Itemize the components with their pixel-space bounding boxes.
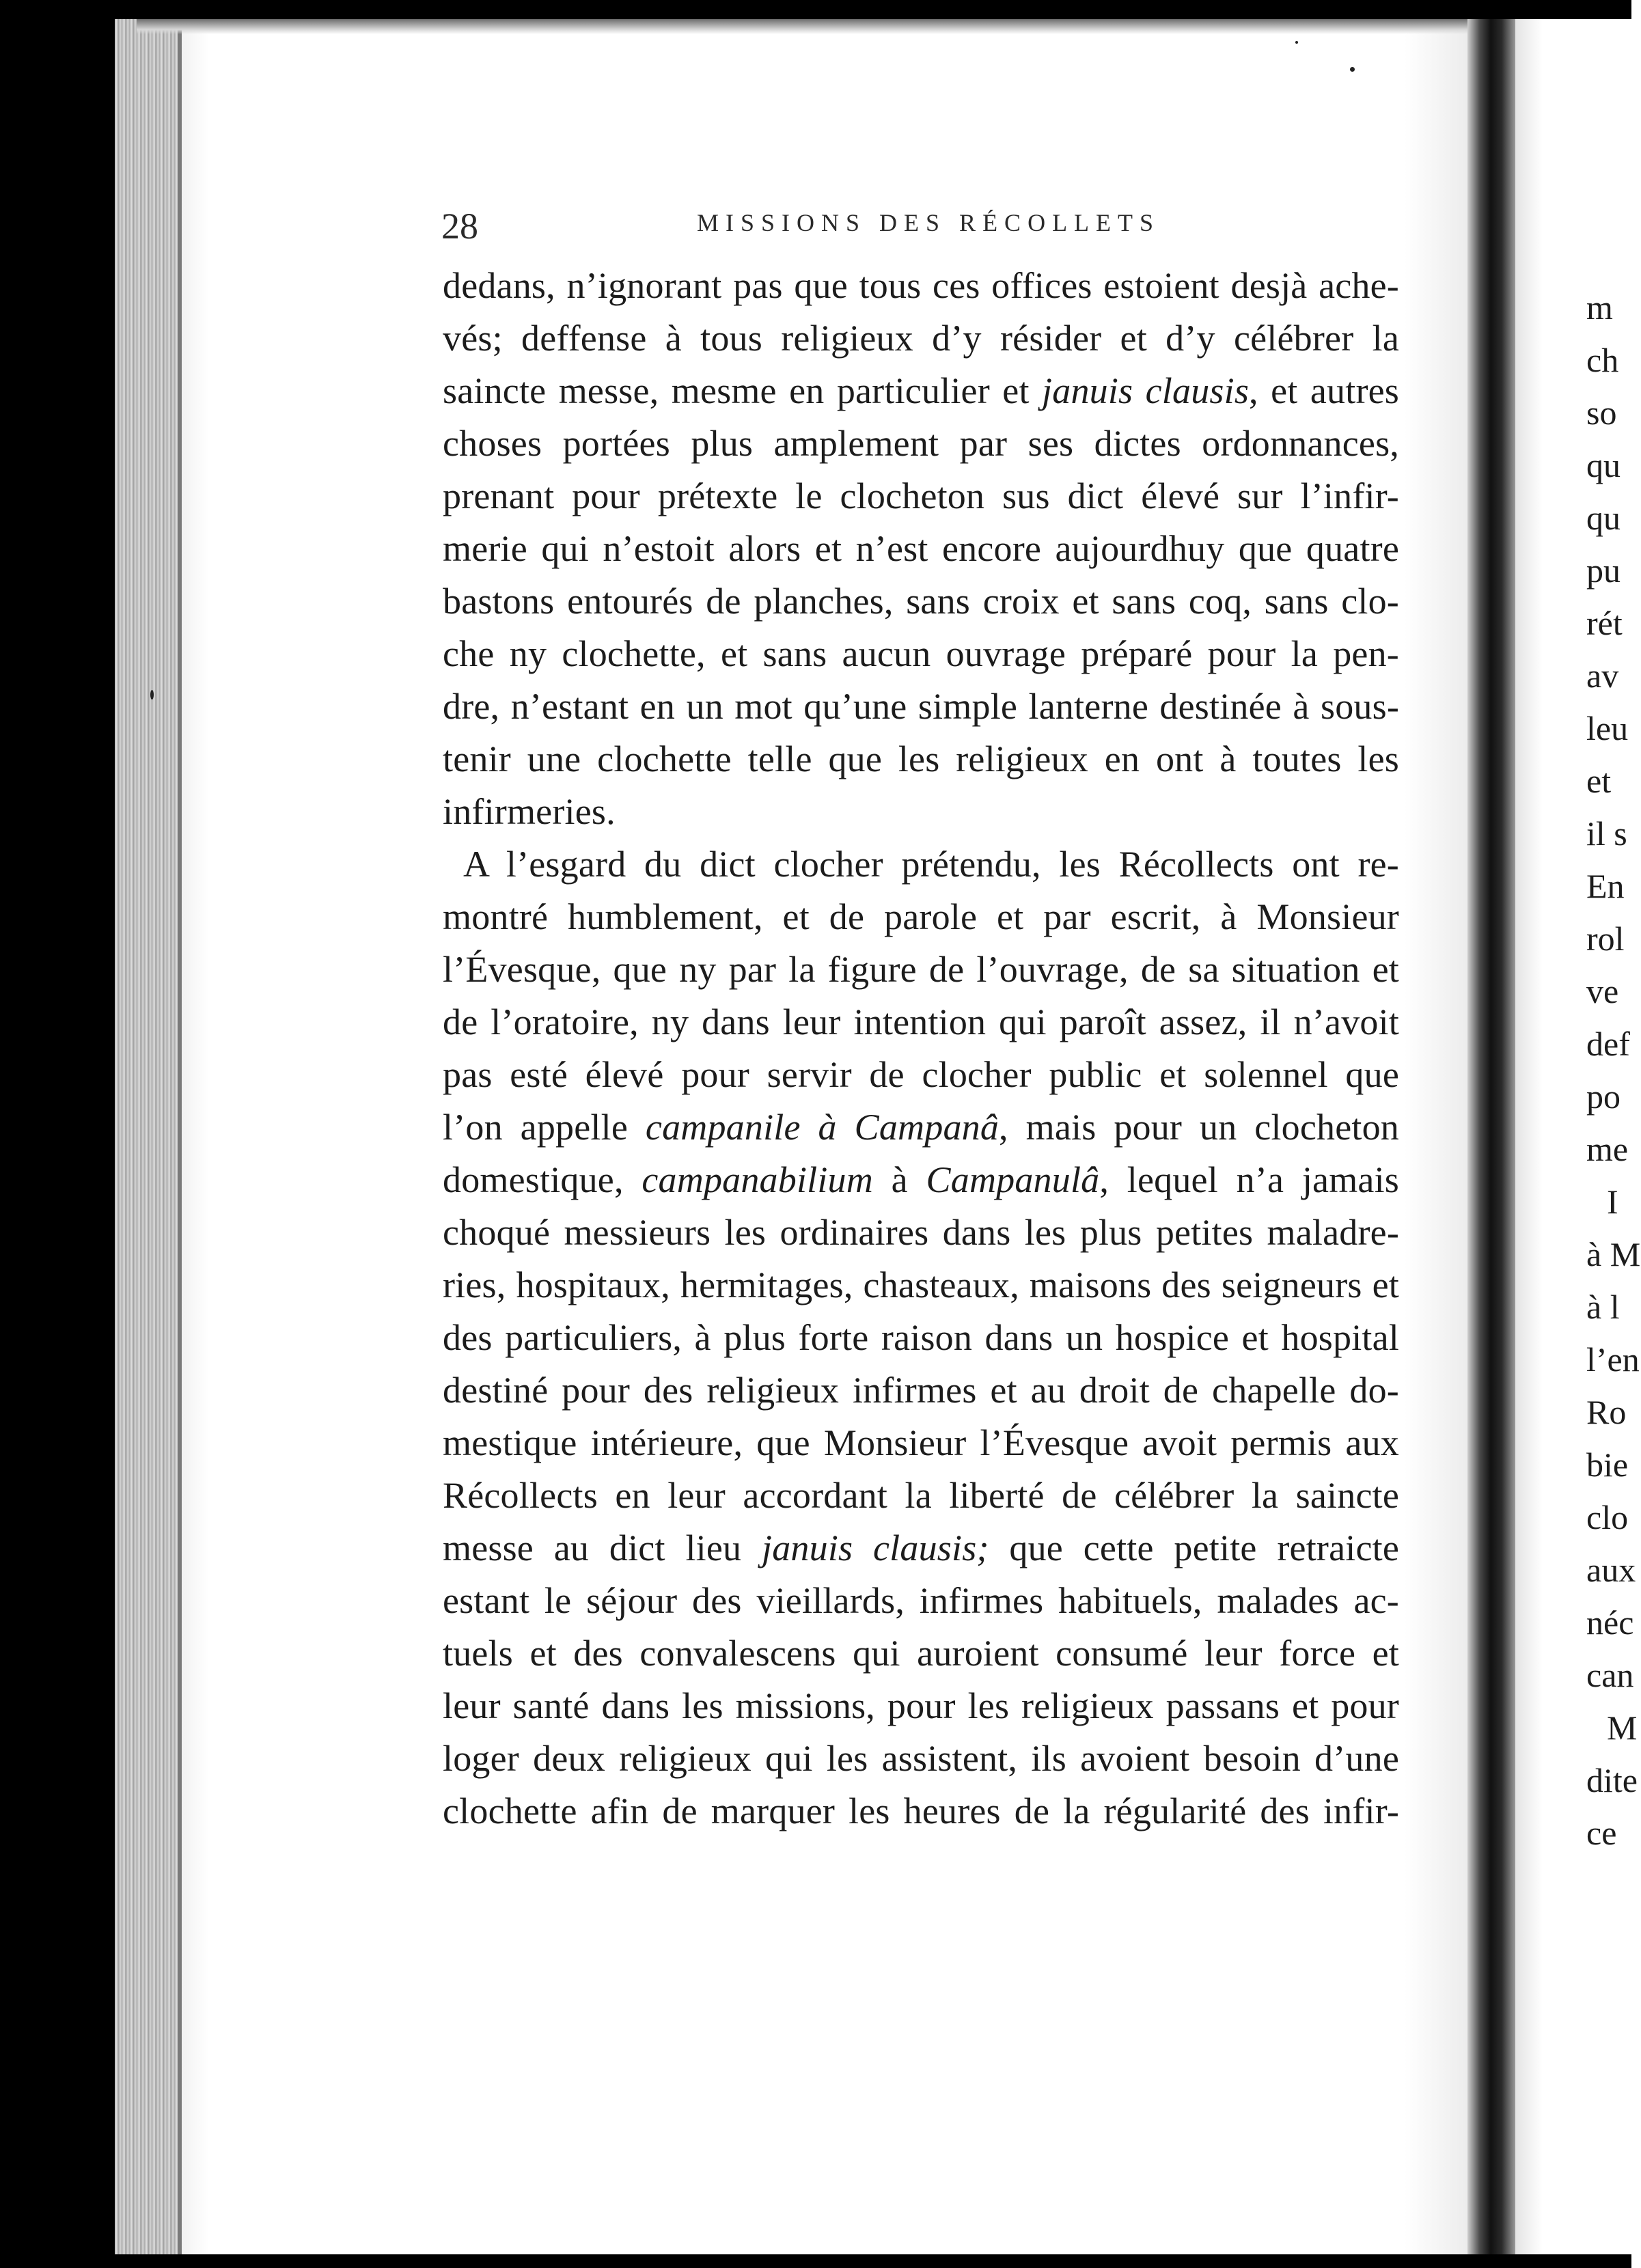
text-line: leur santé dans les missions, pour les religieux passans et pour xyxy=(443,1685,1399,1726)
fragment: leu xyxy=(1586,709,1629,747)
text-line xyxy=(443,1101,1399,1154)
fragment: I xyxy=(1607,1183,1618,1221)
fragment: à M xyxy=(1586,1235,1641,1273)
text-run: messe au dict lieu xyxy=(443,1527,742,1568)
fragment: pu xyxy=(1586,551,1621,590)
text-line: ries, hospitaux, hermitages, chasteaux, maisons des seigneurs et xyxy=(443,1264,1399,1305)
fragment: M xyxy=(1607,1709,1638,1747)
fragment: rol xyxy=(1586,919,1625,958)
text-run: à xyxy=(872,1159,926,1200)
italic-run: Campanulâ xyxy=(926,1159,1100,1200)
text-line: tenir une clochette telle que les religieux en ont à toutes les xyxy=(443,738,1399,779)
text-line: infirmeries. xyxy=(443,791,616,832)
fragment: av xyxy=(1586,656,1619,695)
text-line: dedans, n’ignorant pas que tous ces offices estoient desjà ache- xyxy=(443,265,1399,306)
text-line: merie qui n’estoit alors et n’est encore aujourdhuy que quatre xyxy=(443,528,1399,569)
top-shadow xyxy=(137,19,1469,34)
italic-run: januis clausis; xyxy=(762,1527,989,1568)
text-line: loger deux religieux qui les assistent, ils avoient besoin d’une xyxy=(443,1738,1399,1779)
text-line: dre, n’estant en un mot qu’une simple lanterne destinée à sous- xyxy=(443,686,1399,727)
body-text xyxy=(443,260,1399,1838)
text-line: des particuliers, à plus forte raison dans un hospice et hospital xyxy=(443,1317,1399,1358)
fragment: clo xyxy=(1586,1498,1629,1536)
fragment: dite xyxy=(1586,1761,1638,1799)
text-run: l’on appelle xyxy=(443,1107,628,1148)
page-number: 28 xyxy=(441,206,478,247)
text-line: de l’oratoire, ny dans leur intention qui paroît assez, il n’avoit xyxy=(443,1001,1399,1042)
fragment: Ro xyxy=(1586,1393,1627,1431)
text-line: clochette afin de marquer les heures de la régularité des infir- xyxy=(443,1790,1399,1831)
text-line: pas esté élevé pour servir de clocher public et solennel que xyxy=(443,1054,1399,1095)
fragment: aux xyxy=(1586,1551,1636,1589)
fragment: so xyxy=(1586,393,1617,432)
fragment: m xyxy=(1586,288,1613,327)
text-run: , mais pour un clocheton xyxy=(999,1107,1400,1148)
text-line: mestique intérieure, que Monsieur l’Évesque avoit permis aux xyxy=(443,1422,1399,1463)
fragment: il s xyxy=(1586,814,1627,853)
dust-speck xyxy=(150,690,154,700)
fragment: can xyxy=(1586,1656,1634,1694)
fragment: néc xyxy=(1586,1603,1634,1642)
text-run: domestique, xyxy=(443,1159,624,1200)
fragment: bie xyxy=(1586,1446,1629,1484)
text-line: destiné pour des religieux infirmes et au droit de chapelle do- xyxy=(443,1370,1399,1411)
italic-run: januis clausis xyxy=(1042,370,1250,411)
italic-run: campanile à Campanâ xyxy=(645,1107,999,1148)
fragment: l’en xyxy=(1586,1340,1640,1379)
text-run: saincte messe, mesme en particulier et xyxy=(443,370,1030,411)
fragment: po xyxy=(1586,1077,1621,1116)
fragment: me xyxy=(1586,1130,1629,1168)
text-line: estant le séjour des vieillards, infirmes habituels, malades ac- xyxy=(443,1580,1399,1621)
text-line: Récollects en leur accordant la liberté de célébrer la saincte xyxy=(443,1475,1399,1516)
fragment: En xyxy=(1586,867,1625,905)
fragment: ve xyxy=(1586,972,1619,1010)
fragment: et xyxy=(1586,762,1612,800)
text-run: , et autres xyxy=(1249,370,1400,411)
dust-speck xyxy=(1295,41,1298,44)
fragment: def xyxy=(1586,1025,1630,1063)
book-gutter xyxy=(1467,19,1515,2254)
facing-page-fragments xyxy=(1586,281,1641,1859)
scan-border-left xyxy=(0,0,115,2268)
text-line xyxy=(443,365,1399,417)
fragment: rét xyxy=(1586,604,1623,642)
fragment: ce xyxy=(1586,1814,1617,1852)
fragment: qu xyxy=(1586,499,1621,537)
page-stack-edges xyxy=(115,19,178,2254)
text-line: prenant pour prétexte le clocheton sus dict élevé sur l’infir- xyxy=(443,475,1399,516)
fragment: à l xyxy=(1586,1288,1620,1326)
scan-border-top xyxy=(0,0,1631,19)
text-line xyxy=(443,1522,1399,1575)
text-line: vés; deffense à tous religieux d’y résider et d’y célébrer la xyxy=(443,318,1399,359)
text-run: que cette petite retraicte xyxy=(989,1527,1399,1568)
text-line: choses portées plus amplement par ses dictes ordonnances, xyxy=(443,423,1399,464)
dust-speck xyxy=(1350,67,1355,72)
text-line: choqué messieurs les ordinaires dans les plus petites maladre- xyxy=(443,1212,1399,1253)
text-line xyxy=(443,1154,1399,1206)
italic-run: campanabilium xyxy=(642,1159,873,1200)
fragment: ch xyxy=(1586,341,1619,379)
text-line: montré humblement, et de parole et par escrit, à Monsieur xyxy=(443,896,1399,937)
running-title: MISSIONS DES RÉCOLLETS xyxy=(697,209,1161,236)
text-line: tuels et des convalescens qui auroient consumé leur force et xyxy=(443,1633,1399,1674)
text-run: , lequel n’a jamais xyxy=(1099,1159,1400,1200)
text-line: che ny clochette, et sans aucun ouvrage préparé pour la pen- xyxy=(443,633,1399,674)
text-line: bastons entourés de planches, sans croix et sans coq, sans clo- xyxy=(443,581,1399,622)
fragment: qu xyxy=(1586,446,1621,484)
text-line: A l’esgard du dict clocher prétendu, les Récollects ont re- xyxy=(463,844,1399,885)
text-line: l’Évesque, que ny par la figure de l’ouvrage, de sa situation et xyxy=(443,949,1399,990)
scan-border-bottom xyxy=(0,2254,1631,2268)
